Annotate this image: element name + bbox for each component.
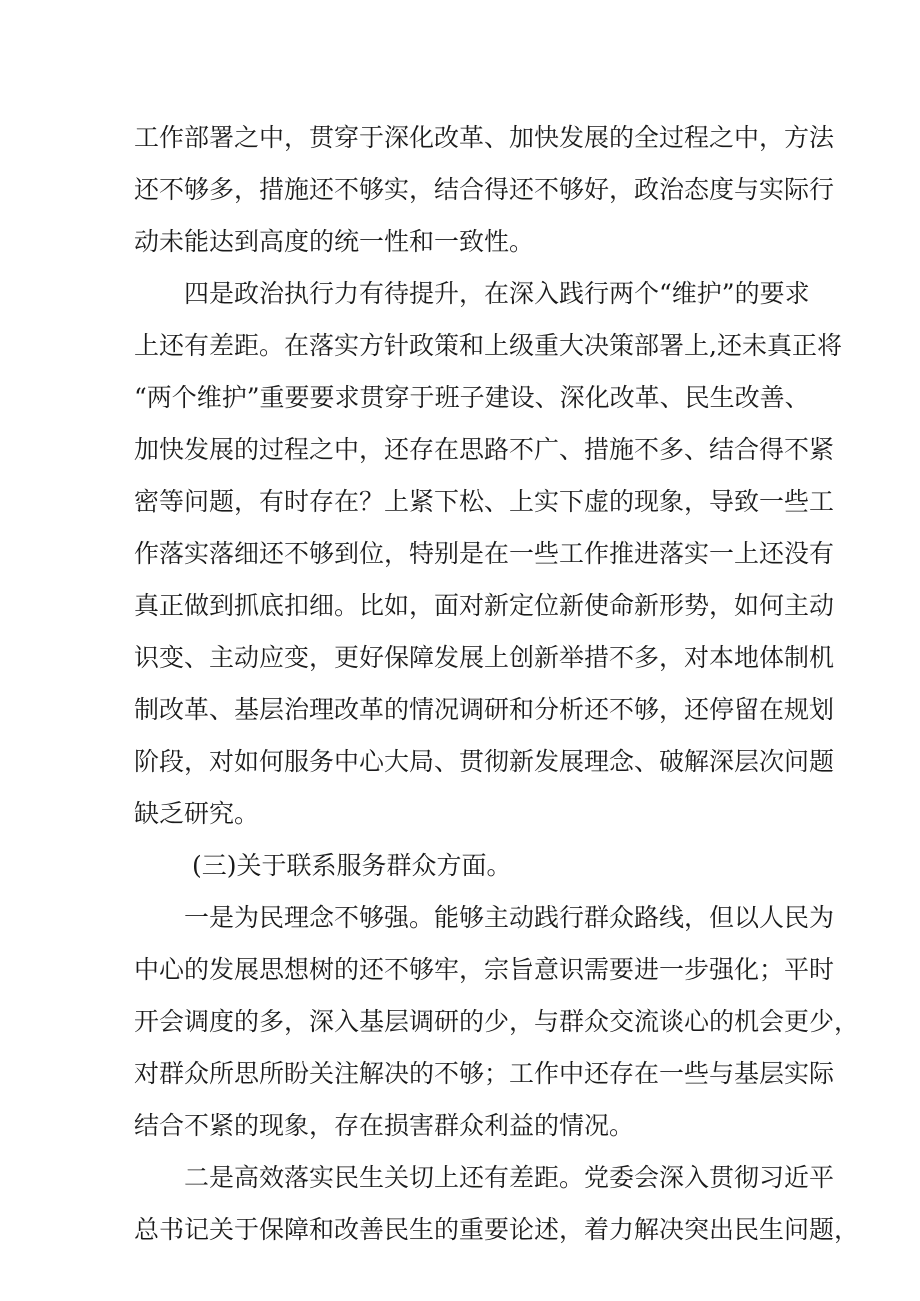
text-line: 总书记关于保障和改善民生的重要论述，着力解决突出民生问题， [134,1215,860,1244]
text-line: 阶段，对如何服务中心大局、贯彻新发展理念、破解深层次问题 [134,747,835,776]
text-line: 二是高效落实民生关切上还有差距。党委会深入贯彻习近平 [184,1163,835,1192]
text-line: 结合不紧的现象，存在损害群众利益的情况。 [134,1111,635,1140]
text-line: 还不够多，措施还不够实，结合得还不够好，政治态度与实际行 [134,175,835,204]
text-line: 工作部署之中，贯穿于深化改革、加快发展的全过程之中，方法 [134,123,835,152]
paragraph-3 [134,898,860,1158]
text-line: 一是为民理念不够强。能够主动践行群众路线，但以人民为 [184,903,835,932]
paragraph-4 [134,1158,860,1262]
text-line: 识变、主动应变，更好保障发展上创新举措不多，对本地体制机 [134,643,835,672]
paragraph-2 [134,274,842,846]
text-line: 真正做到抓底扣细。比如，面对新定位新使命新形势，如何主动 [134,591,835,620]
section-heading [134,846,794,898]
paragraph-1 [134,118,835,274]
text-line: 密等问题，有时存在？上紧下松、上实下虚的现象，导致一些工 [134,487,835,516]
text-line: 缺乏研究。 [134,799,260,828]
text-line: 加快发展的过程之中，还存在思路不广、措施不多、结合得不紧 [134,435,835,464]
text-line: 开会调度的多，深入基层调研的少，与群众交流谈心的机会更少， [134,1007,860,1036]
text-line: 作落实落细还不够到位，特别是在一些工作推进落实一上还没有 [134,539,835,568]
text-line: 上还有差距。在落实方针政策和上级重大决策部署上,还未真正将 [134,331,842,360]
text-line: 中心的发展思想树的还不够牢，宗旨意识需要进一步强化；平时 [134,955,835,984]
text-line: 制改革、基层治理改革的情况调研和分析还不够，还停留在规划 [134,695,835,724]
document-body [134,118,860,1262]
text-line: 四是政治执行力有待提升，在深入践行两个“维护”的要求 [184,279,810,308]
heading-line: (三)关于联系服务群众方面。 [192,851,512,880]
text-line: 对群众所思所盼关注解决的不够；工作中还存在一些与基层实际 [134,1059,835,1088]
text-line: 动未能达到高度的统一性和一致性。 [134,227,535,256]
text-line: “两个维护”重要要求贯穿于班子建设、深化改革、民生改善、 [134,383,810,412]
